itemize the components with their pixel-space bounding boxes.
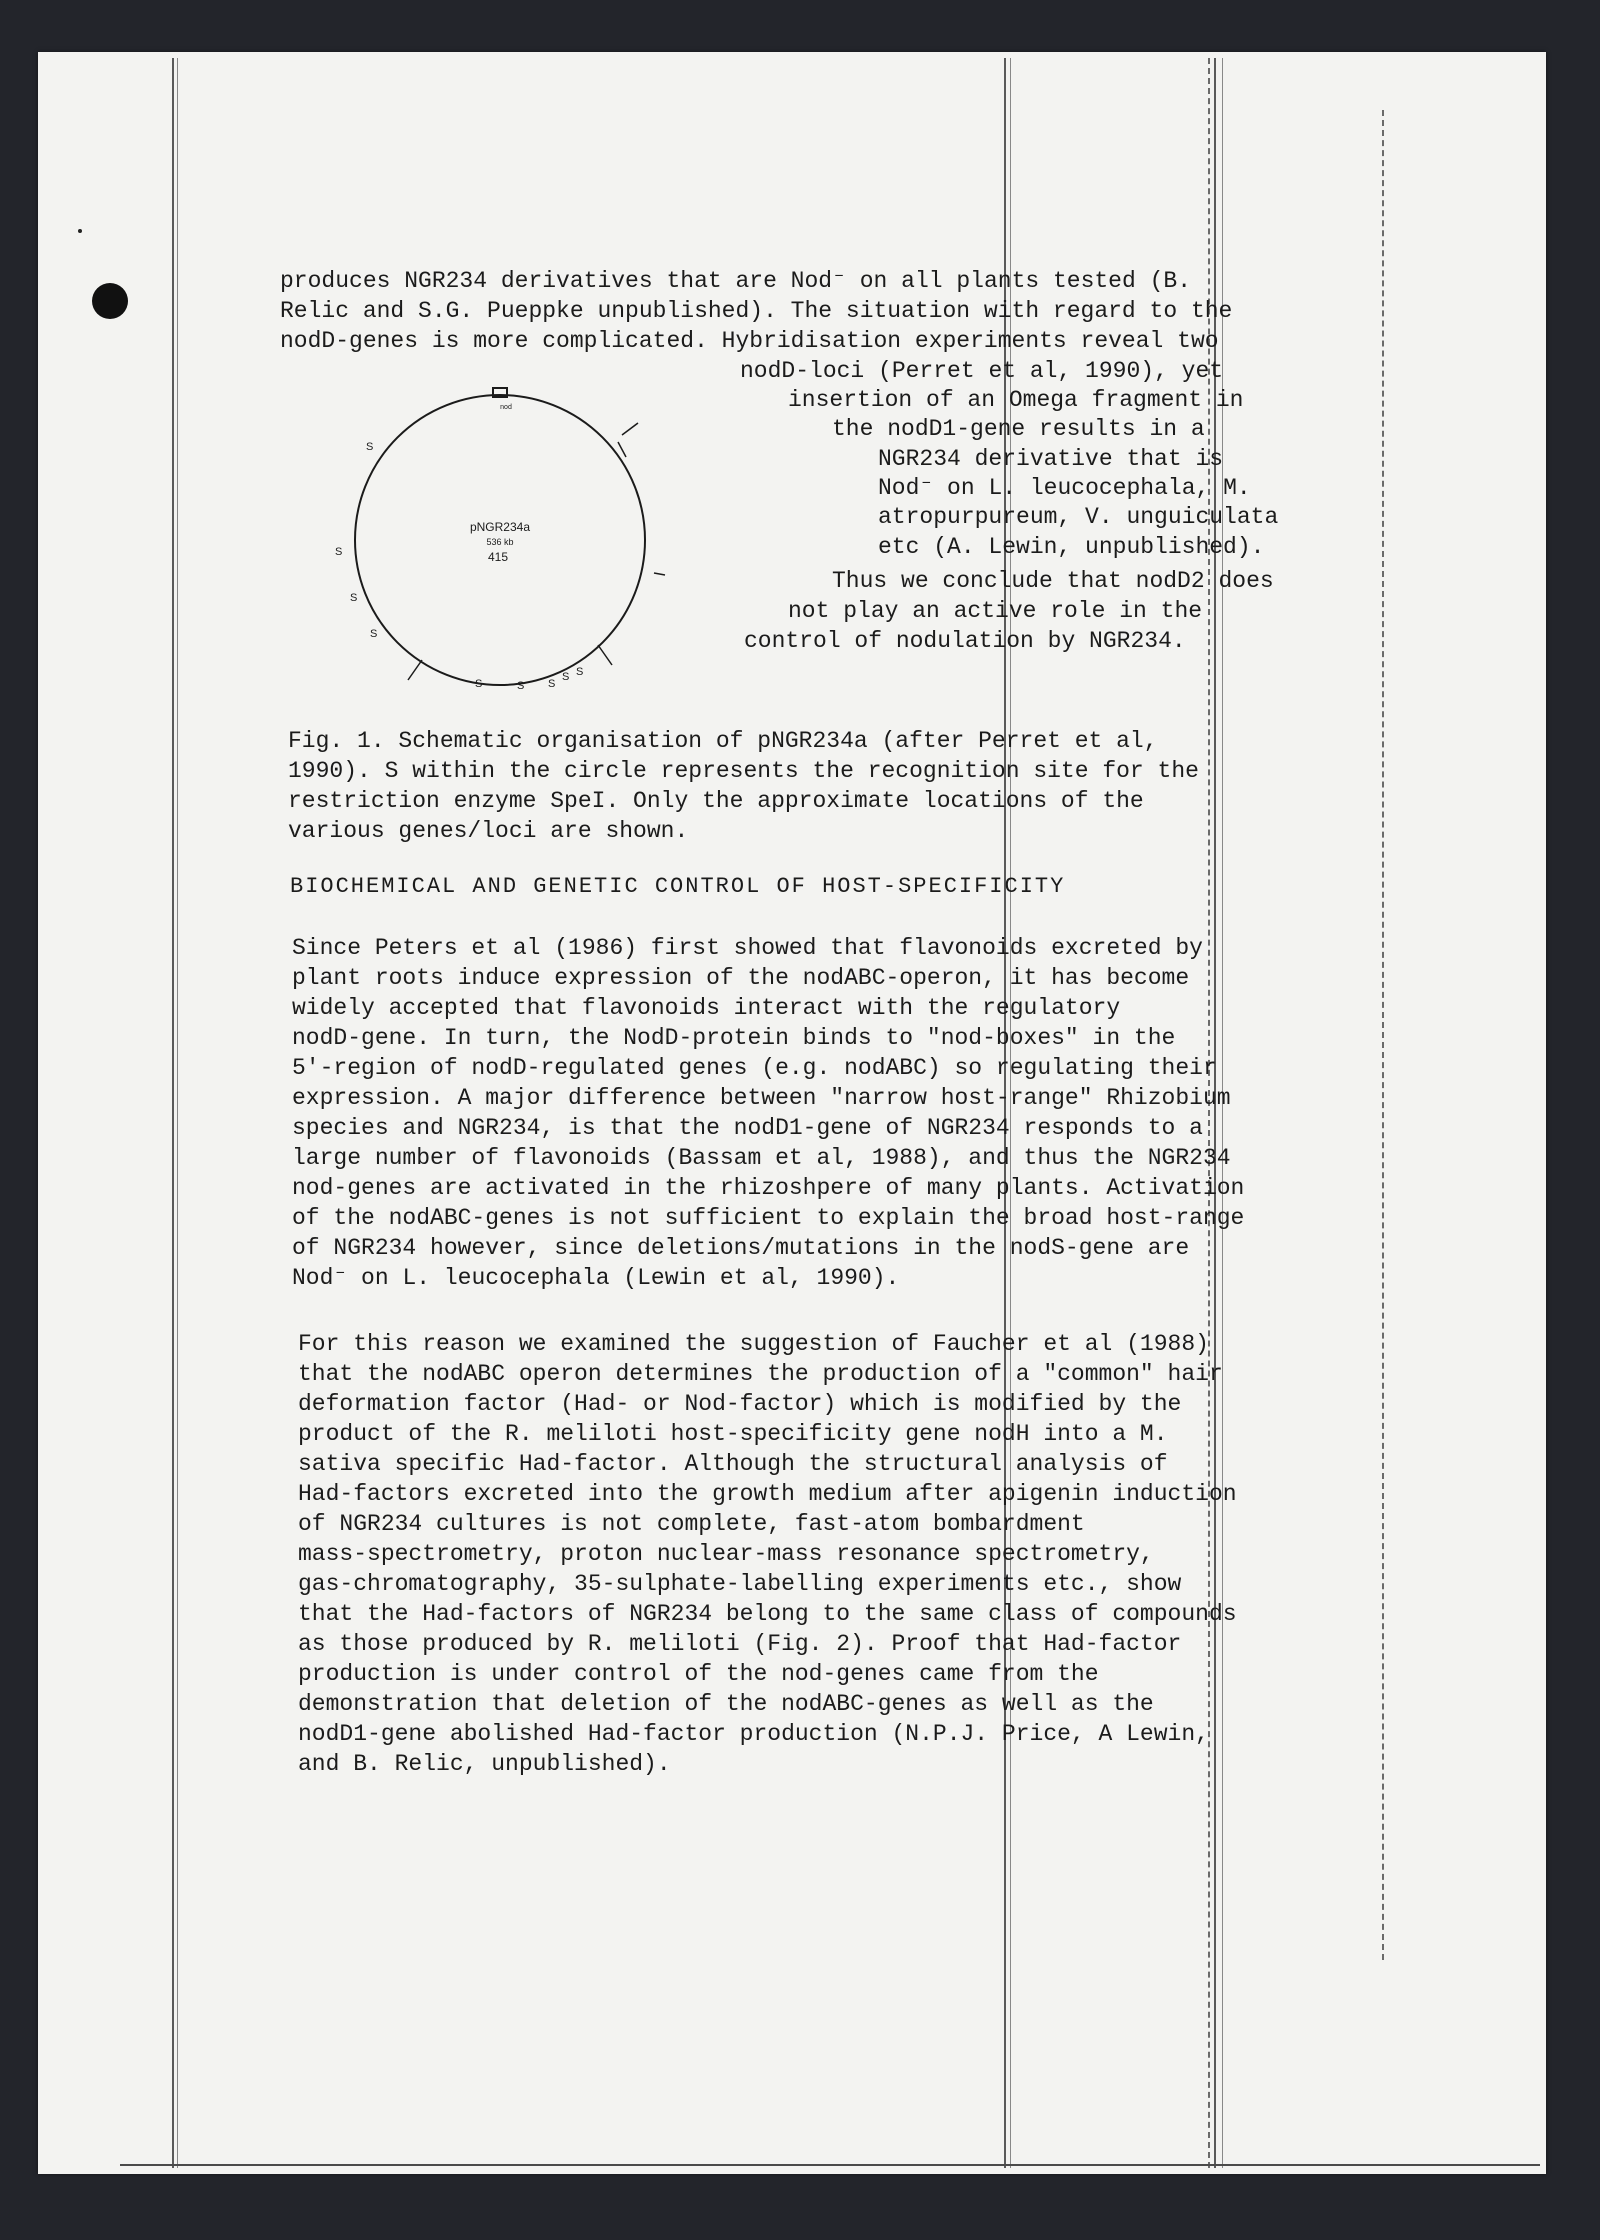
plasmid-map-svg (320, 375, 700, 705)
spei-site-mark: S (366, 441, 374, 453)
paragraph-line: Had-factors excreted into the growth medium after apigenin induction (298, 1481, 1237, 1507)
intro-right-line: control of nodulation by NGR234. (744, 628, 1186, 654)
spei-site-mark: S (562, 671, 570, 683)
spei-site-mark: S (475, 678, 483, 690)
spei-site-mark: S (576, 666, 584, 678)
plasmid-name: pNGR234a (469, 520, 531, 534)
spei-site-mark: S (335, 546, 343, 558)
paragraph-line: widely accepted that flavonoids interact with the regulatory (292, 995, 1121, 1021)
locus-tick (598, 645, 612, 665)
paragraph-line: nodD-gene. In turn, the NodD-protein binds to "nod-boxes" in the (292, 1025, 1176, 1051)
paragraph-line: large number of flavonoids (Bassam et al, 1988), and thus the NGR234 (292, 1145, 1231, 1171)
scan-line-6 (1382, 110, 1384, 1960)
locus-tick (618, 442, 626, 457)
paragraph-line: as those produced by R. meliloti (Fig. 2). Proof that Had-factor (298, 1631, 1182, 1657)
plasmid-size: 536 kb (486, 537, 514, 547)
paragraph-line: sativa specific Had-factor. Although the structural analysis of (298, 1451, 1168, 1477)
locus-tick (622, 423, 638, 435)
paragraph-1 (292, 933, 1244, 1293)
locus-tick (654, 573, 665, 575)
paragraph-line: mass-spectrometry, proton nuclear-mass resonance spectrometry, (298, 1541, 1154, 1567)
caption-line: 1990). S within the circle represents the recognition site for the (288, 758, 1199, 784)
intro-right-line: Thus we conclude that nodD2 does (832, 568, 1274, 594)
intro-right-line: Nod⁻ on L. leucocephala, M. (878, 475, 1251, 501)
paragraph-line: deformation factor (Had- or Nod-factor) which is modified by the (298, 1391, 1182, 1417)
intro-right-line: NGR234 derivative that is (878, 446, 1224, 472)
figure-caption (288, 726, 1199, 846)
paragraph-line: 5'-region of nodD-regulated genes (e.g. nodABC) so regulating their (292, 1055, 1217, 1081)
bottom-edge-line (120, 2164, 1540, 2166)
spei-site-mark: S (548, 678, 556, 690)
intro-right-line: insertion of an Omega fragment in (788, 387, 1244, 413)
paragraph-2 (298, 1329, 1237, 1779)
paragraph-line: plant roots induce expression of the nodABC-operon, it has become (292, 965, 1190, 991)
plasmid-diagram (320, 375, 700, 705)
intro-line: nodD-genes is more complicated. Hybridisation experiments reveal two (280, 328, 1219, 354)
spei-site-mark: S (370, 628, 378, 640)
paragraph-line: and B. Relic, unpublished). (298, 1751, 671, 1777)
caption-line: various genes/loci are shown. (288, 818, 689, 844)
paragraph-line: gas-chromatography, 35-sulphate-labelling experiments etc., show (298, 1571, 1182, 1597)
intro-right-line: etc (A. Lewin, unpublished). (878, 534, 1265, 560)
caption-line: restriction enzyme SpeI. Only the approximate locations of the (288, 788, 1144, 814)
paragraph-line: demonstration that deletion of the nodABC-genes as well as the (298, 1691, 1154, 1717)
paragraph-line: that the nodABC operon determines the production of a "common" hair (298, 1361, 1223, 1387)
nod-label: nod (500, 404, 512, 411)
caption-line: Fig. 1. Schematic organisation of pNGR234a (after Perret et al, (288, 728, 1158, 754)
paragraph-line: Since Peters et al (1986) first showed that flavonoids excreted by (292, 935, 1203, 961)
margin-line-left (172, 58, 174, 2168)
paragraph-line: of NGR234 cultures is not complete, fast-atom bombardment (298, 1511, 1085, 1537)
intro-line: Relic and S.G. Pueppke unpublished). The situation with regard to the (280, 298, 1233, 324)
intro-right-line: nodD-loci (Perret et al, 1990), yet (740, 358, 1224, 384)
paragraph-line: of NGR234 however, since deletions/mutations in the nodS-gene are (292, 1235, 1190, 1261)
paragraph-line: expression. A major difference between "narrow host-range" Rhizobium (292, 1085, 1231, 1111)
intro-line: produces NGR234 derivatives that are Nod⁻ on all plants tested (B. (280, 268, 1191, 294)
spei-site-mark: S (350, 592, 358, 604)
intro-right-line: not play an active role in the (788, 598, 1203, 624)
paragraph-line: species and NGR234, is that the nodD1-gene of NGR234 responds to a (292, 1115, 1203, 1141)
paper-speck (78, 229, 82, 233)
paragraph-line: of the nodABC-genes is not sufficient to explain the broad host-range (292, 1205, 1245, 1231)
punch-hole (92, 283, 128, 319)
margin-line-left-2 (177, 58, 178, 2168)
paragraph-line: For this reason we examined the suggestion of Faucher et al (1988) (298, 1331, 1209, 1357)
intro-right-line: atropurpureum, V. unguiculata (878, 504, 1279, 530)
section-heading: BIOCHEMICAL AND GENETIC CONTROL OF HOST-SPECIFICITY (290, 874, 1066, 899)
paragraph-line: production is under control of the nod-genes came from the (298, 1661, 1099, 1687)
locus-tick (408, 660, 422, 680)
spei-site-mark: S (517, 680, 525, 692)
intro-right-line: the nodD1-gene results in a (832, 416, 1205, 442)
paragraph-line: nodD1-gene abolished Had-factor production (N.P.J. Price, A Lewin, (298, 1721, 1209, 1747)
intro-block (280, 266, 1232, 356)
plasmid-center-label: 415 (487, 550, 509, 564)
paragraph-line: product of the R. meliloti host-specificity gene nodH into a M. (298, 1421, 1168, 1447)
paragraph-line: Nod⁻ on L. leucocephala (Lewin et al, 1990). (292, 1265, 900, 1291)
paragraph-line: nod-genes are activated in the rhizoshpere of many plants. Activation (292, 1175, 1245, 1201)
paragraph-line: that the Had-factors of NGR234 belong to the same class of compounds (298, 1601, 1237, 1627)
